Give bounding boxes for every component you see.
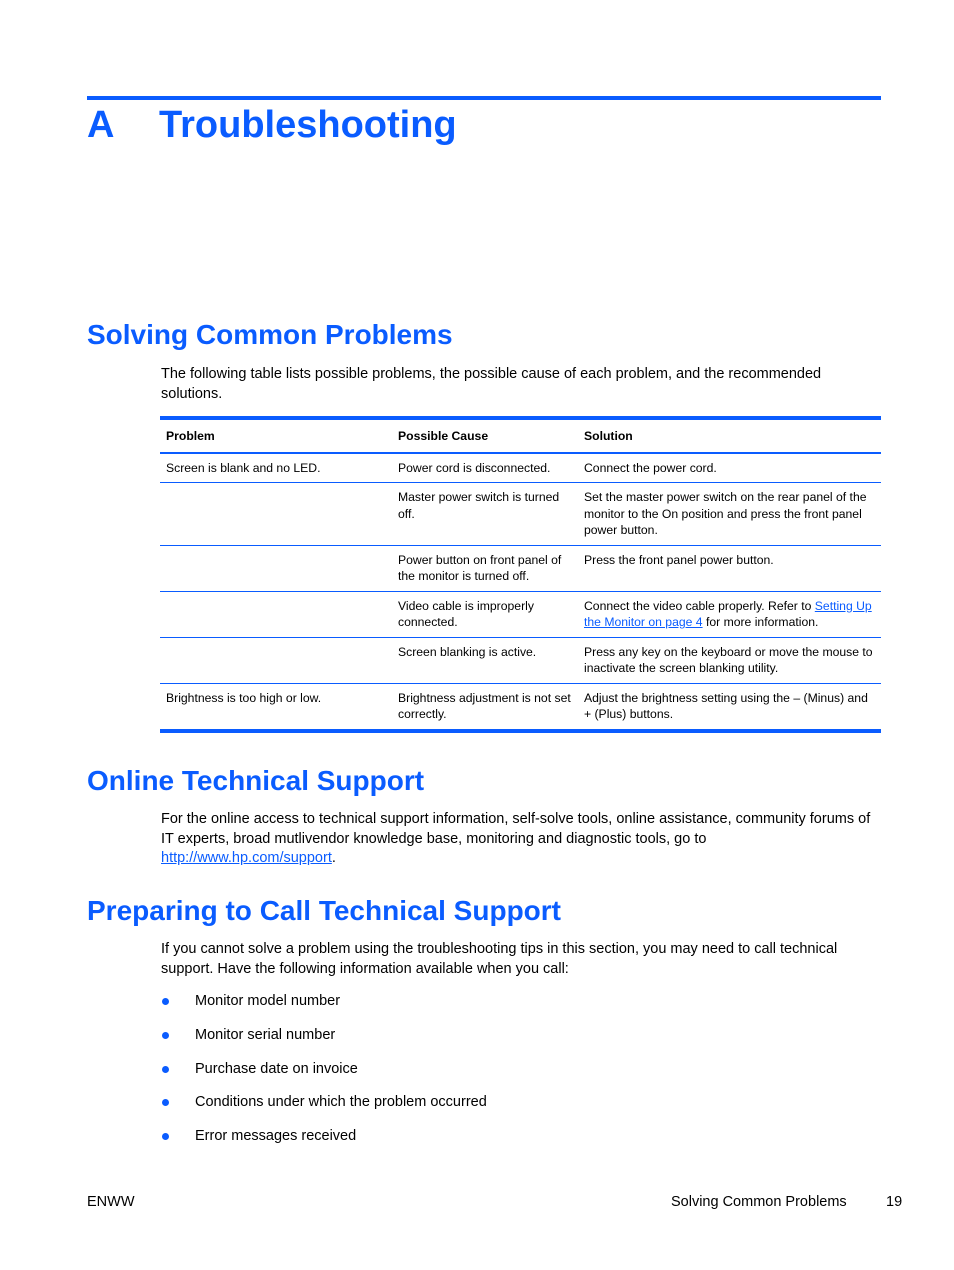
cell-problem (160, 545, 392, 591)
bullet-icon (162, 1099, 169, 1106)
problems-table-wrap (160, 416, 881, 733)
list-item (161, 1091, 487, 1125)
cell-problem (160, 483, 392, 546)
heading-solving-common-problems: Solving Common Problems (87, 319, 453, 350)
call-info-list (161, 990, 487, 1159)
cell-cause: Video cable is improperly connected. (392, 591, 578, 637)
list-item-text: Monitor model number (195, 993, 341, 1009)
online-support-body: For the online access to technical support information, self-solve tools, online assistance, community forums of IT experts, broad mutlivendor knowledge base, monitoring and diagnostic tools, go to (161, 811, 871, 847)
cell-solution: Press the front panel power button. (578, 545, 881, 591)
online-support-period: . (331, 850, 336, 866)
cell-cause: Power cord is disconnected. (398, 460, 551, 475)
list-item (161, 1058, 487, 1092)
list-item (161, 990, 487, 1024)
cell-cause: Power button on front panel of the monitor is turned off. (392, 545, 578, 591)
cell-cause: Master power switch is turned off. (392, 483, 578, 546)
hp-support-link[interactable]: http://www.hp.com/support (161, 850, 332, 866)
header-solution: Solution (578, 418, 881, 453)
cell-problem (160, 637, 392, 683)
cell-cause: Brightness adjustment is not set correctly. (392, 683, 578, 731)
table-row (160, 591, 881, 637)
cell-solution: Adjust the brightness setting using the – (Minus) and + (Plus) buttons. (578, 683, 881, 731)
table-row (160, 545, 881, 591)
problems-table (160, 416, 881, 733)
solution-text-pre: Connect the video cable properly. Refer to (584, 598, 815, 613)
cell-problem (160, 591, 392, 637)
table-header-row (160, 418, 881, 453)
header-possible-cause: Possible Cause (392, 418, 578, 453)
cell-solution: Press any key on the keyboard or move the mouse to inactivate the screen blanking utility. (578, 637, 881, 683)
bullet-icon (162, 1133, 169, 1140)
heading-online-technical-support: Online Technical Support (87, 765, 425, 796)
bullet-icon (162, 1032, 169, 1039)
table-row (160, 483, 881, 546)
list-item-text: Monitor serial number (195, 1026, 336, 1043)
table-row (160, 453, 881, 483)
setting-up-monitor-link[interactable]: Setting Up the Monitor on page 4 (584, 598, 872, 629)
chapter-letter: A (87, 104, 115, 146)
table-row (160, 683, 881, 731)
cell-cause: Screen blanking is active. (392, 637, 578, 683)
list-item-text: Error messages received (195, 1128, 357, 1145)
online-support-text (161, 810, 883, 869)
heading-preparing-to-call: Preparing to Call Technical Support (87, 895, 561, 926)
footer-left: ENWW (87, 1194, 135, 1210)
chapter-title (87, 102, 457, 148)
cell-solution: Set the master power switch on the rear panel of the monitor to the On position and press the front panel power button. (578, 483, 881, 546)
preparing-intro: If you cannot solve a problem using the troubleshooting tips in this section, you may need to call technical support. Have the following information available when you call: (161, 941, 838, 977)
cell-problem: Screen is blank and no LED. (166, 460, 321, 475)
chapter-title-text: Troubleshooting (159, 104, 457, 146)
list-item (161, 1125, 487, 1159)
solving-intro: The following table lists possible problems, the possible cause of each problem, and the recommended solutions. (161, 366, 822, 402)
chapter-rule (87, 96, 881, 100)
table-row (160, 637, 881, 683)
solution-text-post: for more information. (702, 615, 819, 629)
bullet-icon (162, 998, 169, 1005)
cell-problem: Brightness is too high or low. (160, 683, 392, 731)
footer-section-name: Solving Common Problems (671, 1194, 847, 1210)
list-item-text: Purchase date on invoice (195, 1060, 358, 1077)
cell-solution: Connect the power cord. (584, 460, 717, 475)
header-problem: Problem (160, 418, 392, 453)
list-item (161, 1024, 487, 1058)
bullet-icon (162, 1066, 169, 1073)
list-item-text: Conditions under which the problem occurred (195, 1094, 487, 1111)
footer-page-number: 19 (886, 1194, 903, 1210)
cell-solution (578, 591, 881, 637)
